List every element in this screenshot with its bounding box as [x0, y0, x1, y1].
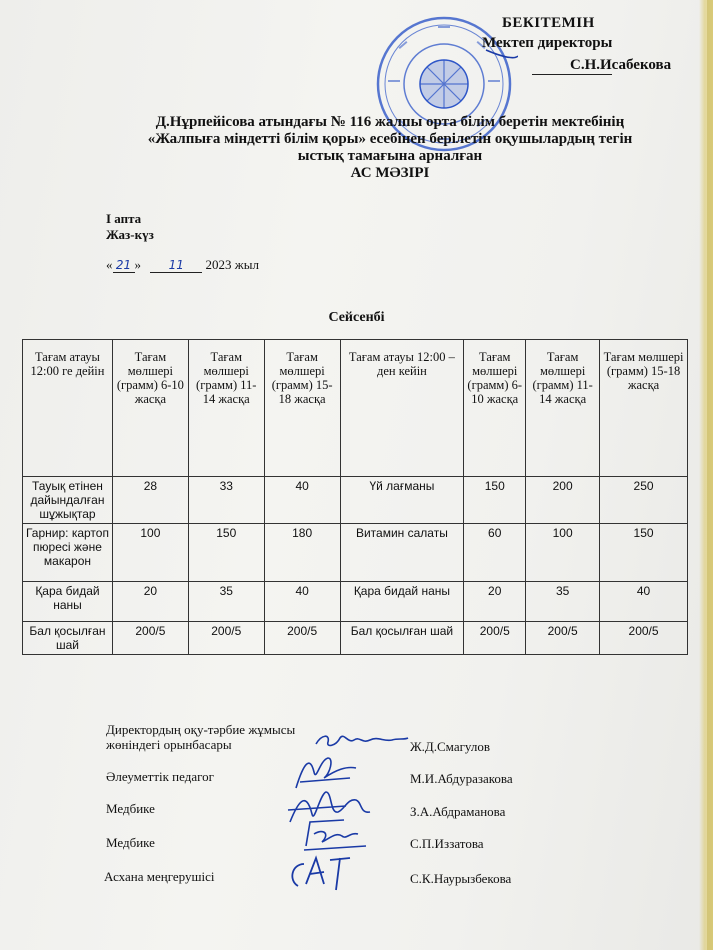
- handwritten-signature-4: [300, 816, 370, 854]
- header-cell: Тағам атауы 12:00 – ден кейін: [340, 340, 464, 477]
- table-cell: 60: [464, 524, 526, 582]
- approval-heading: БЕКІТЕМІН: [502, 15, 595, 31]
- title-line-4: АС МӘЗІРІ: [350, 165, 430, 181]
- table-cell: Бал қосылған шай: [340, 622, 464, 655]
- date-line: [106, 257, 259, 273]
- header-cell: Тағам атауы 12:00 ге дейін: [23, 340, 113, 477]
- table-cell: 40: [600, 582, 688, 622]
- season-label: Жаз-күз: [106, 227, 154, 242]
- date-day: 21: [113, 258, 135, 273]
- table-cell: 40: [264, 477, 340, 524]
- date-open-quote: «: [106, 257, 113, 272]
- week-label: I апта: [106, 211, 142, 226]
- table-header-row: [23, 340, 688, 477]
- signature-role-social-pedagogue: Әлеуметтік педагог: [106, 769, 214, 784]
- table-cell: 200/5: [264, 622, 340, 655]
- table-row: [23, 582, 688, 622]
- table-cell: 100: [526, 524, 600, 582]
- signature-role-line: Директордың оқу-тәрбие жұмысы: [106, 722, 296, 737]
- table-cell: 35: [526, 582, 600, 622]
- signature-role-line: жөніндегі орынбасары: [106, 737, 232, 752]
- table-cell: Витамин салаты: [340, 524, 464, 582]
- menu-table: [22, 339, 688, 655]
- table-cell: 150: [600, 524, 688, 582]
- table-cell: 20: [112, 582, 188, 622]
- table-cell: Гарнир: картоп пюресі және макарон: [23, 524, 113, 582]
- table-cell: 35: [188, 582, 264, 622]
- table-row: [23, 477, 688, 524]
- signature-role-nurse-2: Медбике: [106, 835, 155, 850]
- approval-position: Мектеп директоры: [482, 35, 613, 51]
- table-cell: 33: [188, 477, 264, 524]
- table-cell: Тауық етінен дайындалған шұжықтар: [23, 477, 113, 524]
- header-cell: Тағам мөлшері (грамм) 6-10 жасқа: [112, 340, 188, 477]
- signature-name-nurse-1: З.А.Абдраманова: [410, 804, 506, 819]
- header-cell: Тағам мөлшері (грамм) 15-18 жасқа: [600, 340, 688, 477]
- signature-role-deputy: [106, 722, 295, 752]
- header-cell: Тағам мөлшері (грамм) 6-10 жасқа: [464, 340, 526, 477]
- table-cell: Қара бидай наны: [23, 582, 113, 622]
- table-cell: 200: [526, 477, 600, 524]
- table-cell: Бал қосылған шай: [23, 622, 113, 655]
- table-cell: 200/5: [188, 622, 264, 655]
- header-cell: Тағам мөлшері (грамм) 15-18 жасқа: [264, 340, 340, 477]
- signature-role-nurse-1: Медбике: [106, 801, 155, 816]
- date-month: 11: [150, 258, 202, 273]
- table-cell: 100: [112, 524, 188, 582]
- signature-name-social-pedagogue: М.И.Абдуразакова: [410, 771, 513, 786]
- title-line-2: «Жалпыға міндетті білім қоры» есебінен берілетін оқушылардың тегін: [147, 131, 633, 147]
- table-cell: 150: [464, 477, 526, 524]
- table-cell: 250: [600, 477, 688, 524]
- header-cell: Тағам мөлшері (грамм) 11-14 жасқа: [526, 340, 600, 477]
- table-cell: 180: [264, 524, 340, 582]
- table-cell: 200/5: [600, 622, 688, 655]
- signature-name-deputy: Ж.Д.Смагулов: [410, 739, 490, 754]
- table-cell: 200/5: [464, 622, 526, 655]
- table-cell: 20: [464, 582, 526, 622]
- table-cell: 28: [112, 477, 188, 524]
- approval-name: С.Н.Исабекова: [570, 57, 672, 73]
- date-year: 2023 жыл: [205, 257, 259, 272]
- signature-name-nurse-2: С.П.Иззатова: [410, 836, 484, 851]
- table-cell: Үй лағманы: [340, 477, 464, 524]
- page-edge-shadow: [707, 0, 713, 950]
- title-line-3: ыстық тамағына арналған: [297, 148, 483, 164]
- handwritten-signature-1: [312, 728, 412, 752]
- table-row: [23, 524, 688, 582]
- day-of-week: Сейсенбі: [328, 310, 385, 325]
- signature-role-canteen-head: Асхана меңгерушісі: [104, 869, 215, 884]
- document-title: [100, 114, 680, 182]
- table-cell: 200/5: [112, 622, 188, 655]
- date-close-quote: »: [134, 257, 141, 272]
- handwritten-signature-5: [284, 850, 354, 894]
- table-cell: 40: [264, 582, 340, 622]
- table-cell: 150: [188, 524, 264, 582]
- signature-name-canteen-head: С.К.Наурызбекова: [410, 871, 512, 886]
- table-row: [23, 622, 688, 655]
- table-cell: 200/5: [526, 622, 600, 655]
- table-cell: Қара бидай наны: [340, 582, 464, 622]
- title-line-1: Д.Нұрпейісова атындағы № 116 жалпы орта білім беретін мектебінің: [155, 114, 625, 130]
- header-cell: Тағам мөлшері (грамм) 11-14 жасқа: [188, 340, 264, 477]
